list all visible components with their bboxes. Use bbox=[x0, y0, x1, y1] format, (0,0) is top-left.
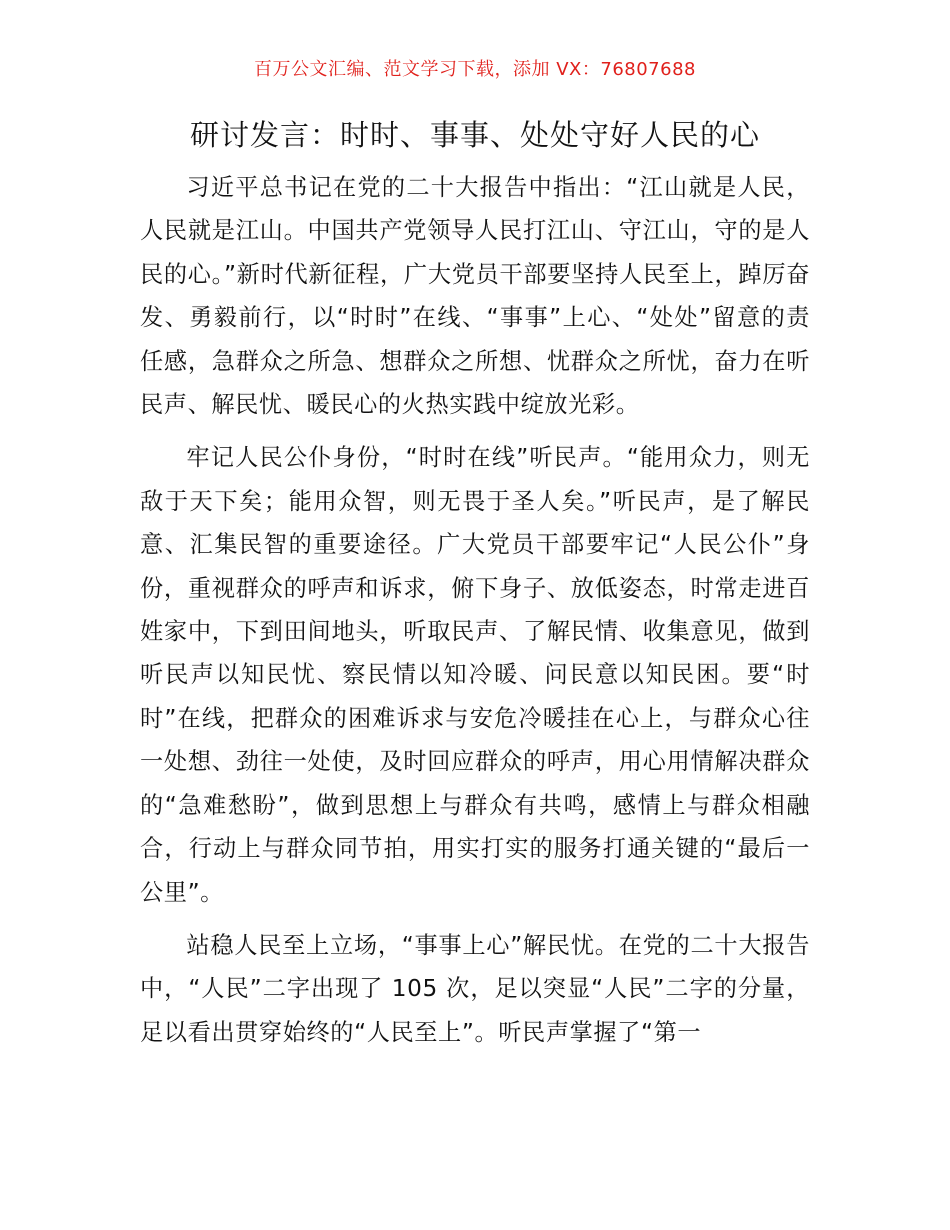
body-paragraph: 习近平总书记在党的二十大报告中指出：“江山就是人民，人民就是江山。中国共产党领导人民打江山、守江山，守的是人民的心。”新时代新征程，广大党员干部要坚持人民至上，踔厉奋发、勇毅前行，以“时时”在线、“事事”上心、“处处”留意的责任感，急群众之所急、想群众之所想、忧群众之所忧，奋力在听民声、解民忧、暖民心的火热实践中绽放光彩。 bbox=[140, 174, 810, 419]
body-paragraph: 站稳人民至上立场，“事事上心”解民忧。在党的二十大报告中，“人民”二字出现了 105 次，足以突显“人民”二字的分量，足以看出贯穿始终的“人民至上”。听民声掌握了“第一 bbox=[140, 931, 810, 1046]
header-watermark-note: 百万公文汇编、范文学习下载，添加 VX：76807688 bbox=[254, 59, 696, 80]
document-body bbox=[140, 166, 810, 1064]
document-title: 研讨发言：时时、事事、处处守好人民的心 bbox=[189, 118, 760, 152]
body-paragraph: 牢记人民公仆身份，“时时在线”听民声。“能用众力，则无敌于天下矣；能用众智，则无畏于圣人矣。”听民声，是了解民意、汇集民智的重要途径。广大党员干部要牢记“人民公仆”身份，重视群众的呼声和诉求，俯下身子、放低姿态，时常走进百姓家中，下到田间地头，听取民声、了解民情、收集意见，做到听民声以知民忧、察民情以知冷暖、问民意以知民困。要“时时”在线，把群众的困难诉求与安危冷暖挂在心上，与群众心往一处想、劲往一处使，及时回应群众的呼声，用心用情解决群众的“急难愁盼”，做到思想上与群众有共鸣，感情上与群众相融合，行动上与群众同节拍，用实打实的服务打通关键的“最后一公里”。 bbox=[140, 444, 810, 906]
